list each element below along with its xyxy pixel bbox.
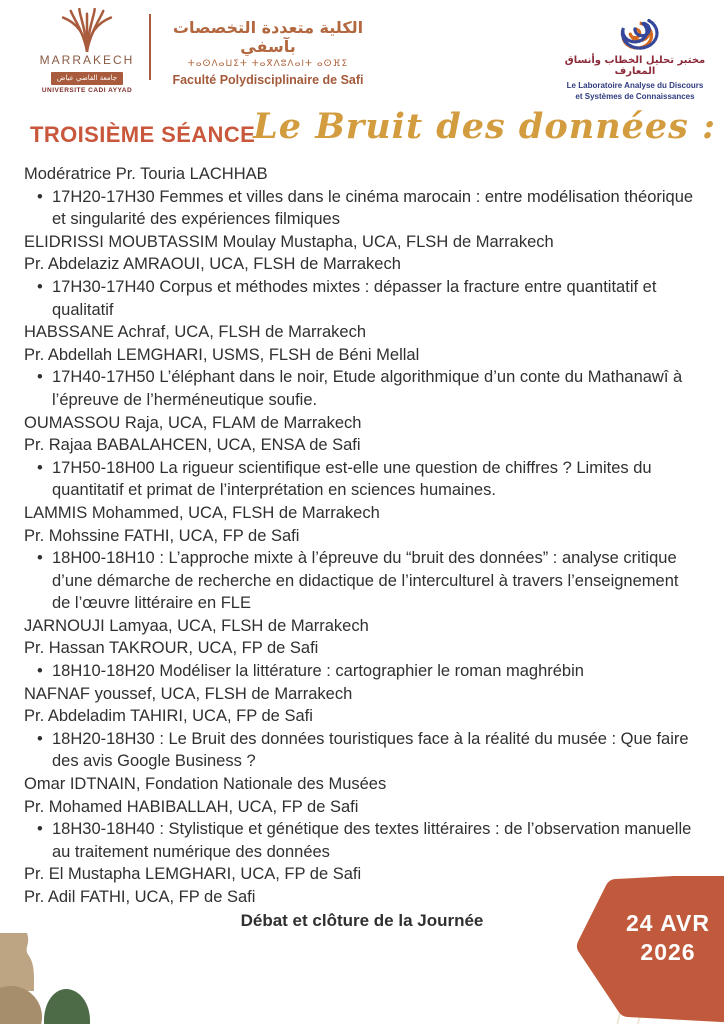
program-line (22, 253, 700, 276)
uca-arabic-plate: جامعة القاضي عياض (51, 72, 123, 85)
faculty-block (163, 8, 373, 87)
laboratory-logo (560, 5, 710, 102)
faculty-name-tifinagh: ⵜⴰⵙⴷⴰⵡⵉⵜ ⵜⴰⴳⴷⵓⴷⴰⵏⵜ ⴰⵙⴼⵉ (187, 59, 349, 69)
program-line (22, 186, 700, 231)
program-line-text: Pr. Abdellah LEMGHARI, USMS, FLSH de Béni Mellal (24, 345, 420, 364)
program-line (22, 705, 700, 728)
program-line (22, 321, 700, 344)
marrakech-wordmark: MARRAKECH (39, 53, 135, 67)
program-line-text: Pr. Mohssine FATHI, UCA, FP de Safi (24, 526, 300, 545)
program-line (22, 547, 700, 615)
uca-university-line: UNIVERSITE CADI AYYAD (41, 87, 133, 94)
lab-name-arabic: مختبر تحليل الخطاب وأنساق المعارف (564, 55, 706, 77)
uca-logo-block (35, 8, 139, 94)
program-line (22, 615, 700, 638)
program-line-text: HABSSANE Achraf, UCA, FLSH de Marrakech (24, 323, 367, 342)
program-line-text: 17H40-17H50 L’éléphant dans le noir, Etude algorithmique d’un conte du Mathanawî à l’épreuve de l’herméneutique soufie. (52, 368, 683, 409)
date-badge-line1: 24 AVR (626, 910, 710, 936)
program-line-text: Pr. Mohamed HABIBALLAH, UCA, FP de Safi (24, 797, 359, 816)
green-dome-decoration (44, 989, 90, 1024)
date-badge (574, 876, 724, 1022)
faculty-name-arabic: الكلية متعددة التخصصات بآسفي (172, 18, 364, 56)
date-badge-text (608, 909, 724, 967)
logo-divider (149, 14, 151, 80)
program-line-text: Pr. Adil FATHI, UCA, FP de Safi (24, 888, 256, 906)
program-line (22, 773, 700, 796)
session-theme-script: Le Bruit des données : (253, 106, 716, 147)
program-line (22, 344, 700, 367)
date-badge-line2: 2026 (640, 939, 696, 965)
calligraphy-spiral-icon (606, 5, 664, 53)
program-line-text: JARNOUJI Lamyaa, UCA, FLSH de Marrakech (24, 616, 369, 635)
program-line (22, 457, 700, 502)
program-line-text: LAMMIS Mohammed, UCA, FLSH de Marrakech (24, 503, 380, 522)
lab-name-french-line2: et Systèmes de Connaissances (575, 92, 695, 101)
program-line (22, 728, 700, 773)
program-line-text: 17H30-17H40 Corpus et méthodes mixtes : dépasser la fracture entre quantitatif et qualitatif (52, 277, 657, 319)
program-line (22, 660, 700, 683)
program-line-text: Pr. Abdelaziz AMRAOUI, UCA, FLSH de Marrakech (24, 255, 401, 274)
faculty-name-french: Faculté Polydisciplinaire de Safi (172, 73, 364, 87)
program-line (22, 163, 700, 186)
program-line (22, 434, 700, 457)
program-line (22, 366, 700, 411)
program-line-text: 18H10-18H20 Modéliser la littérature : cartographier le roman maghrébin (52, 662, 584, 681)
program-line-text: OUMASSOU Raja, UCA, FLAM de Marrakech (24, 413, 362, 432)
lab-name-french-line1: Le Laboratoire Analyse du Discours (566, 81, 704, 90)
program-line-text: 18H00-18H10 : L’approche mixte à l’épreuve du “bruit des données” : analyse critique d’une démarche de recherche en didactique de l’interculturel à travers l’enseignement de l’œuvre littéraire en FLE (52, 549, 679, 613)
program-line-text: 17H20-17H30 Femmes et villes dans le cinéma marocain : entre modélisation théorique et singularité des expériences filmiques (52, 187, 694, 229)
program-line (22, 683, 700, 706)
university-logo (35, 8, 373, 94)
program-line-text: Pr. Rajaa BABALAHCEN, UCA, ENSA de Safi (24, 436, 361, 455)
program-line (22, 412, 700, 435)
program-line-text: NAFNAF youssef, UCA, FLSH de Marrakech (24, 684, 353, 703)
program-line (22, 276, 700, 321)
palm-fan-icon (56, 8, 118, 52)
program-line (22, 231, 700, 254)
session-title: TROISIÈME SÉANCE (30, 122, 256, 147)
program-line-text: 17H50-18H00 La rigueur scientifique est-elle une question de chiffres ? Limites du quantitatif et primat de l’interprétation en sciences humaines. (52, 458, 652, 500)
closing-line: Débat et clôture de la Journée (240, 911, 484, 930)
program-line (22, 525, 700, 548)
tan-circle-decoration (0, 986, 42, 1024)
program-line-text: Pr. Hassan TAKROUR, UCA, FP de Safi (24, 639, 319, 658)
program-line (22, 818, 700, 863)
program-line-text: 18H30-18H40 : Stylistique et génétique des textes littéraires : de l’observation manuelle au traitement numérique des données (52, 820, 692, 861)
program-line-text: 18H20-18H30 : Le Bruit des données touristiques face à la réalité du musée : Que faire des avis Google Business ? (52, 729, 689, 771)
program-line-text: Pr. Abdeladim TAHIRI, UCA, FP de Safi (24, 707, 313, 726)
program-line-text: Omar IDTNAIN, Fondation Nationale des Musées (24, 775, 387, 794)
program-line (22, 796, 700, 819)
tan-blob-decoration (0, 933, 40, 991)
program-line-text: Pr. El Mustapha LEMGHARI, UCA, FP de Safi (24, 865, 362, 884)
program-line-text: Modératrice Pr. Touria LACHHAB (24, 165, 268, 183)
program-line-text: ELIDRISSI MOUBTASSIM Moulay Mustapha, UCA, FLSH de Marrakech (24, 232, 554, 251)
program-line (22, 502, 700, 525)
program-line (22, 637, 700, 660)
program-list (22, 163, 700, 909)
